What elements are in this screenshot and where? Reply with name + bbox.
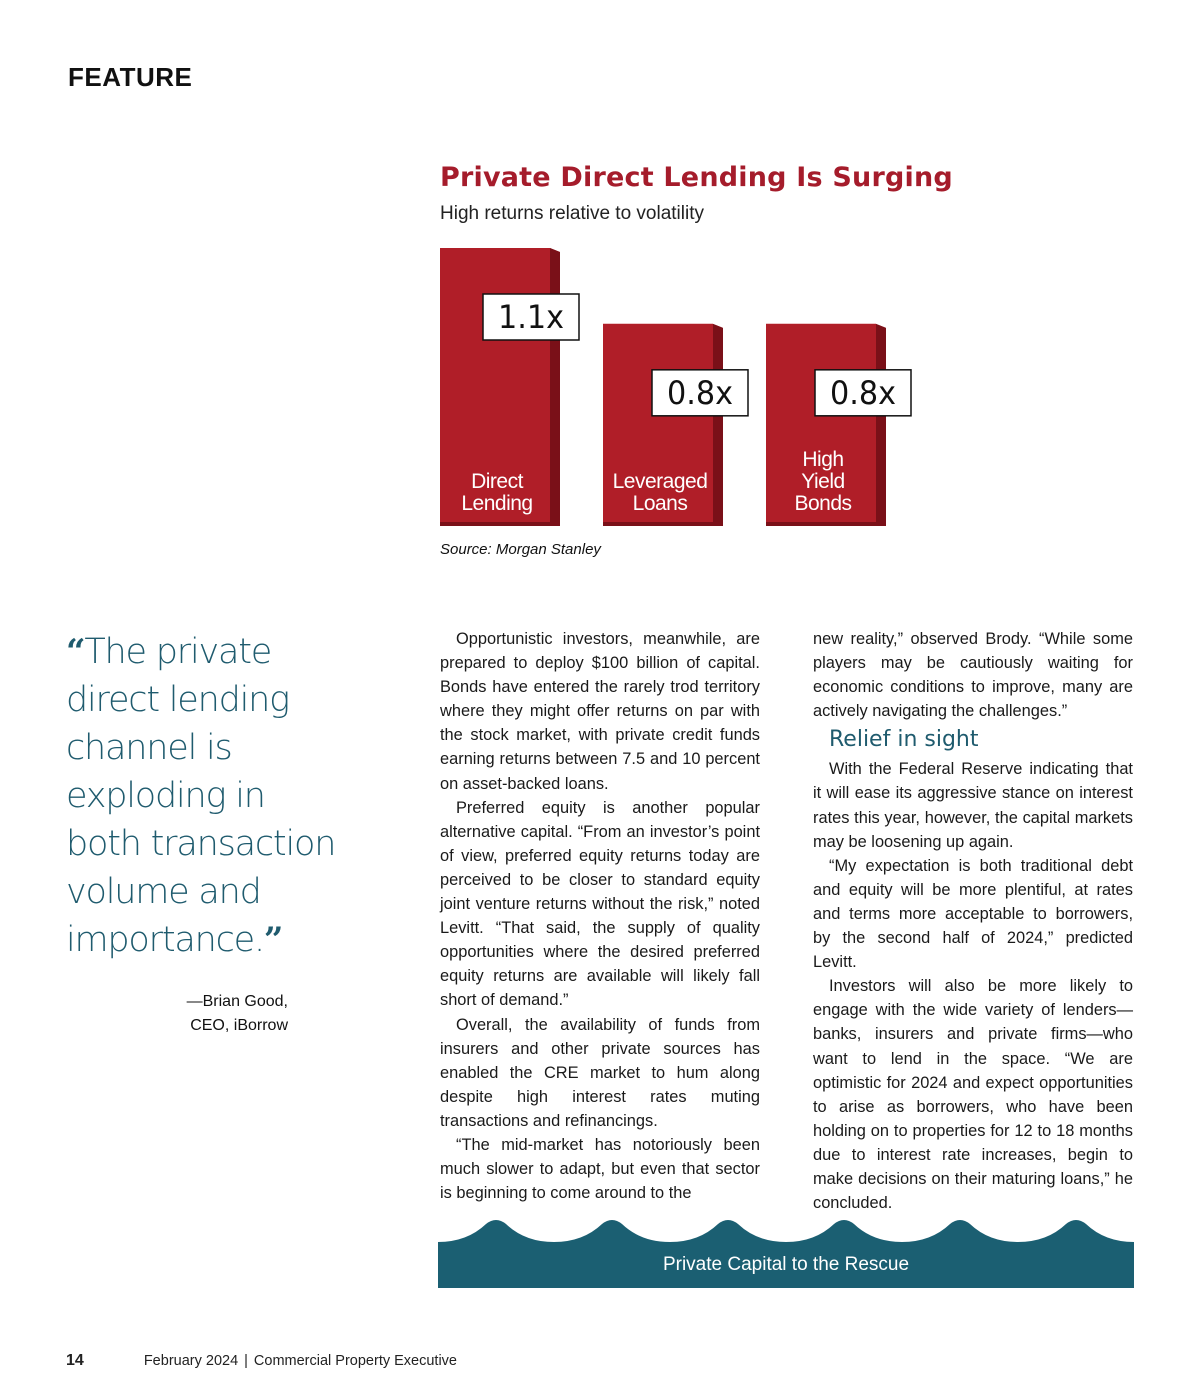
wave-banner (438, 1212, 1134, 1288)
paragraph: “My expectation is both traditional debt and equity will be more plentiful, at rates and terms more acceptable to borrowers, by the second half of 2024,” predicted Levitt. (813, 856, 1133, 972)
article-column-1 (440, 627, 760, 1205)
value-label: 0.8x (830, 373, 896, 412)
footer-separator: | (244, 1353, 248, 1369)
paragraph: Opportunistic investors, meanwhile, are prepared to deploy $100 billion of capital. Bonds have entered the rarely trod territory where they might offer returns on par with the stock market, with private credit funds earning returns between 7.5 and 10 percent on asset-backed loans. (440, 630, 760, 793)
category-label: Bonds (794, 492, 852, 515)
bar-side (550, 248, 560, 526)
bar-side (876, 324, 886, 526)
value-label: 1.1x (498, 298, 564, 336)
category-label: Lending (461, 492, 533, 515)
bar-base (603, 522, 723, 526)
chart-source: Source: Morgan Stanley (440, 541, 601, 558)
page-number: 14 (66, 1352, 84, 1369)
category-label: High (802, 448, 844, 471)
attribution-name: —Brian Good, (186, 993, 288, 1010)
bar-side (713, 324, 723, 526)
category-label: Yield (801, 470, 845, 493)
pull-quote (66, 628, 346, 964)
open-quote-mark: “ (66, 632, 85, 672)
paragraph: new reality,” observed Brody. “While some players may be cautiously waiting for economic conditions to improve, many are actively navigating the challenges.” (813, 630, 1133, 721)
section-label: FEATURE (68, 62, 193, 92)
category-label: Direct (471, 470, 523, 493)
chart-title: Private Direct Lending Is Surging (440, 162, 953, 193)
banner-title: Private Capital to the Rescue (662, 1254, 910, 1275)
close-quote-mark: ” (263, 920, 283, 960)
category-label: Loans (632, 492, 688, 515)
pull-quote-attribution (187, 990, 288, 1038)
subheading: Relief in sight (829, 727, 979, 753)
issue-date: February 2024 (143, 1353, 239, 1369)
article-column-2 (813, 627, 1133, 1215)
value-label: 0.8x (667, 373, 733, 412)
bar-base (766, 522, 886, 526)
page-footer (66, 1352, 457, 1370)
publication-name: Commercial Property Executive (253, 1353, 457, 1369)
paragraph: “The mid-market has notoriously been much slower to adapt, but even that sector is beginning to come around to the (440, 1135, 760, 1203)
category-label: Leveraged (612, 470, 708, 493)
bar-base (440, 522, 560, 526)
pull-quote-text: The private direct lending channel is exploding in both transaction volume and importance. (66, 632, 336, 960)
attribution-title: CEO, iBorrow (190, 1017, 288, 1034)
paragraph: Investors will also be more likely to engage with the wide variety of lenders—banks, insurers and private firms—who want to lend in the space. “We are optimistic for 2024 and expect opportunities to arise as borrowers, who have been holding on to properties for 12 to 18 months due to interest rate increases, begin to make decisions on their maturing loans,” he concluded. (813, 977, 1133, 1213)
paragraph: Overall, the availability of funds from insurers and other private sources has enabled the CRE market to hum along despite high interest rates muting transactions and refinancings. (440, 1015, 760, 1130)
bar-chart (430, 238, 930, 538)
paragraph: With the Federal Reserve indicating that it will ease its aggressive stance on interest rates this year, however, the capital markets may be loosening up again. (813, 760, 1133, 851)
paragraph: Preferred equity is another popular alternative capital. “From an investor’s point of view, preferred equity returns today are perceived to be closer to standard equity joint venture returns without the risk,” noted Levitt. “That said, the supply of quality opportunities where the desired preferred equity returns are available will likely fall short of demand.” (440, 798, 760, 1010)
chart-subtitle: High returns relative to volatility (440, 203, 704, 224)
